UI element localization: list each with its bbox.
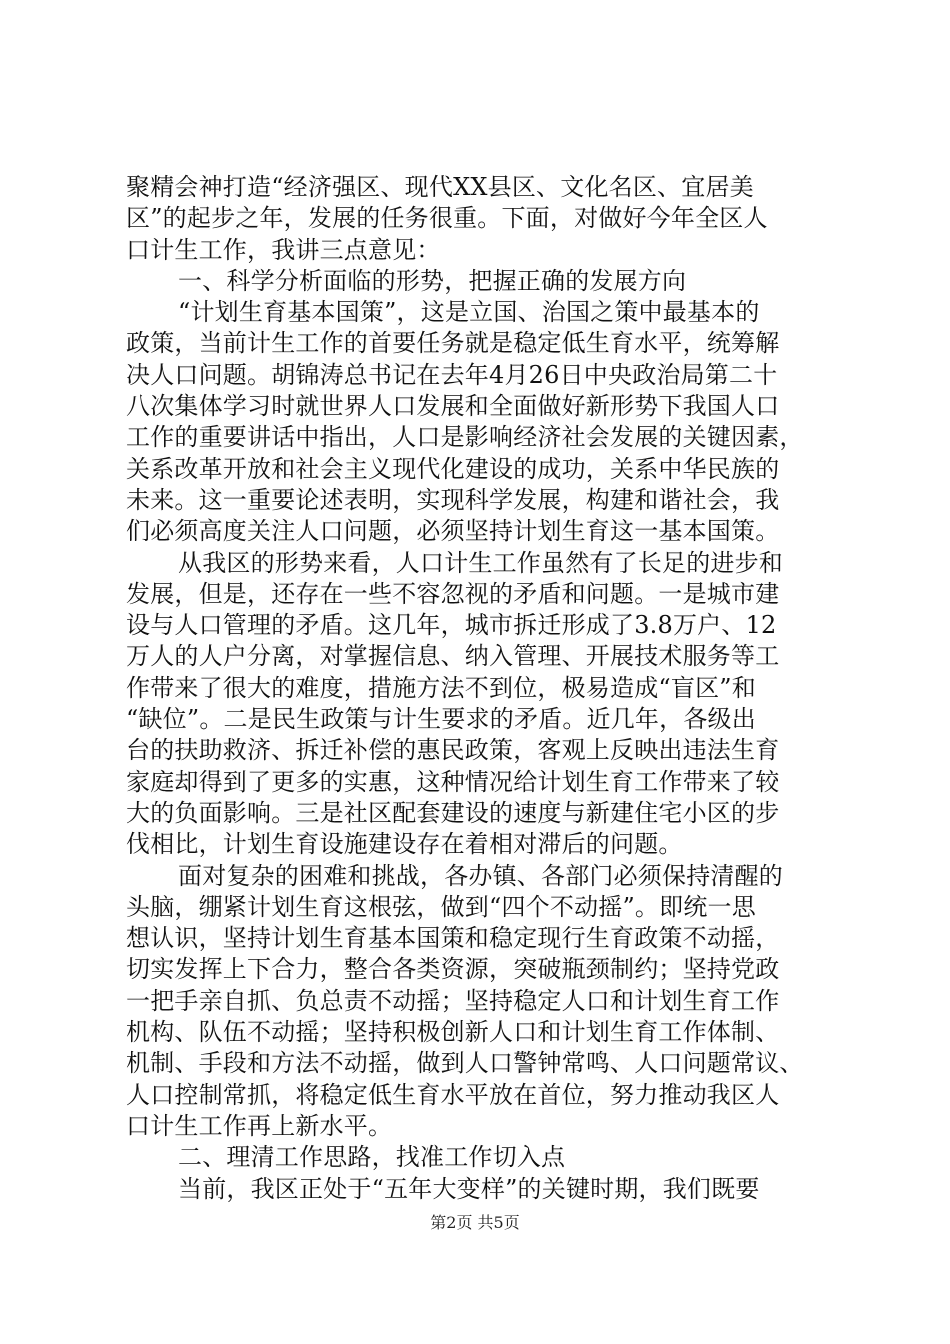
- text-line: 作带来了很大的难度，措施方法不到位，极易造成“盲区”和: [126, 673, 756, 702]
- text-line: 工作的重要讲话中指出，人口是影响经济社会发展的关键因素，: [126, 423, 804, 452]
- text-line: 八次集体学习时就世界人口发展和全面做好新形势下我国人口: [126, 392, 780, 421]
- text-line: 想认识，坚持计划生育基本国策和稳定现行生育政策不动摇，: [126, 924, 780, 953]
- text-line: 机制、手段和方法不动摇，做到人口警钟常鸣、人口问题常议、: [126, 1049, 804, 1078]
- text-line: 口计生工作再上新水平。: [126, 1111, 393, 1140]
- text-line: 决人口问题。胡锦涛总书记在去年4月26日中央政治局第二十: [126, 360, 778, 389]
- text-line: 一把手亲自抓、负总责不动摇；坚持稳定人口和计划生育工作: [126, 986, 780, 1015]
- text-line: 当前，我区正处于“五年大变样”的关键时期，我们既要: [178, 1174, 760, 1203]
- text-line: “计划生育基本国策”，这是立国、治国之策中最基本的: [178, 298, 760, 327]
- text-line: 政策，当前计生工作的首要任务就是稳定低生育水平，统筹解: [126, 329, 780, 358]
- text-line: 人口控制常抓，将稳定低生育水平放在首位，努力推动我区人: [126, 1080, 780, 1109]
- text-line: 聚精会神打造“经济强区、现代XX县区、文化名区、宜居美: [126, 173, 754, 201]
- section-heading-1: 一、科学分析面临的形势，把握正确的发展方向: [178, 266, 687, 295]
- text-line: 从我区的形势来看，人口计生工作虽然有了长足的进步和: [178, 548, 783, 577]
- text-line: 伐相比，计划生育设施建设存在着相对滞后的问题。: [126, 830, 683, 859]
- text-line: “缺位”。二是民生政策与计生要求的矛盾。近几年，各级出: [126, 705, 756, 734]
- body-text: [126, 172, 826, 1205]
- text-line: 口计生工作，我讲三点意见：: [126, 235, 441, 264]
- text-line: 机构、队伍不动摇；坚持积极创新人口和计划生育工作体制、: [126, 1018, 780, 1047]
- text-line: 万人的人户分离，对掌握信息、纳入管理、开展技术服务等工: [126, 642, 780, 671]
- text-line: 大的负面影响。三是社区配套建设的速度与新建住宅小区的步: [126, 798, 780, 827]
- text-line: 切实发挥上下合力，整合各类资源，突破瓶颈制约；坚持党政: [126, 955, 780, 984]
- text-line: 发展，但是，还存在一些不容忽视的矛盾和问题。一是城市建: [126, 579, 780, 608]
- text-line: 家庭却得到了更多的实惠，这种情况给计划生育工作带来了较: [126, 767, 780, 796]
- text-line: 区”的起步之年，发展的任务很重。下面，对做好今年全区人: [126, 204, 768, 233]
- text-line: 台的扶助救济、拆迁补偿的惠民政策，客观上反映出违法生育: [126, 736, 780, 765]
- text-line: 面对复杂的困难和挑战，各办镇、各部门必须保持清醒的: [178, 861, 783, 890]
- text-line: 关系改革开放和社会主义现代化建设的成功，关系中华民族的: [126, 454, 780, 483]
- text-line: 头脑，绷紧计划生育这根弦，做到“四个不动摇”。即统一思: [126, 892, 756, 921]
- text-line: 设与人口管理的矛盾。这几年，城市拆迁形成了3.8万户、12: [126, 611, 777, 640]
- text-line: 未来。这一重要论述表明，实现科学发展，构建和谐社会，我: [126, 485, 780, 514]
- section-heading-2: 二、理清工作思路，找准工作切入点: [178, 1143, 566, 1172]
- page-footer: 第2页 共5页: [430, 1213, 520, 1232]
- text-line: 们必须高度关注人口问题，必须坚持计划生育这一基本国策。: [126, 517, 780, 546]
